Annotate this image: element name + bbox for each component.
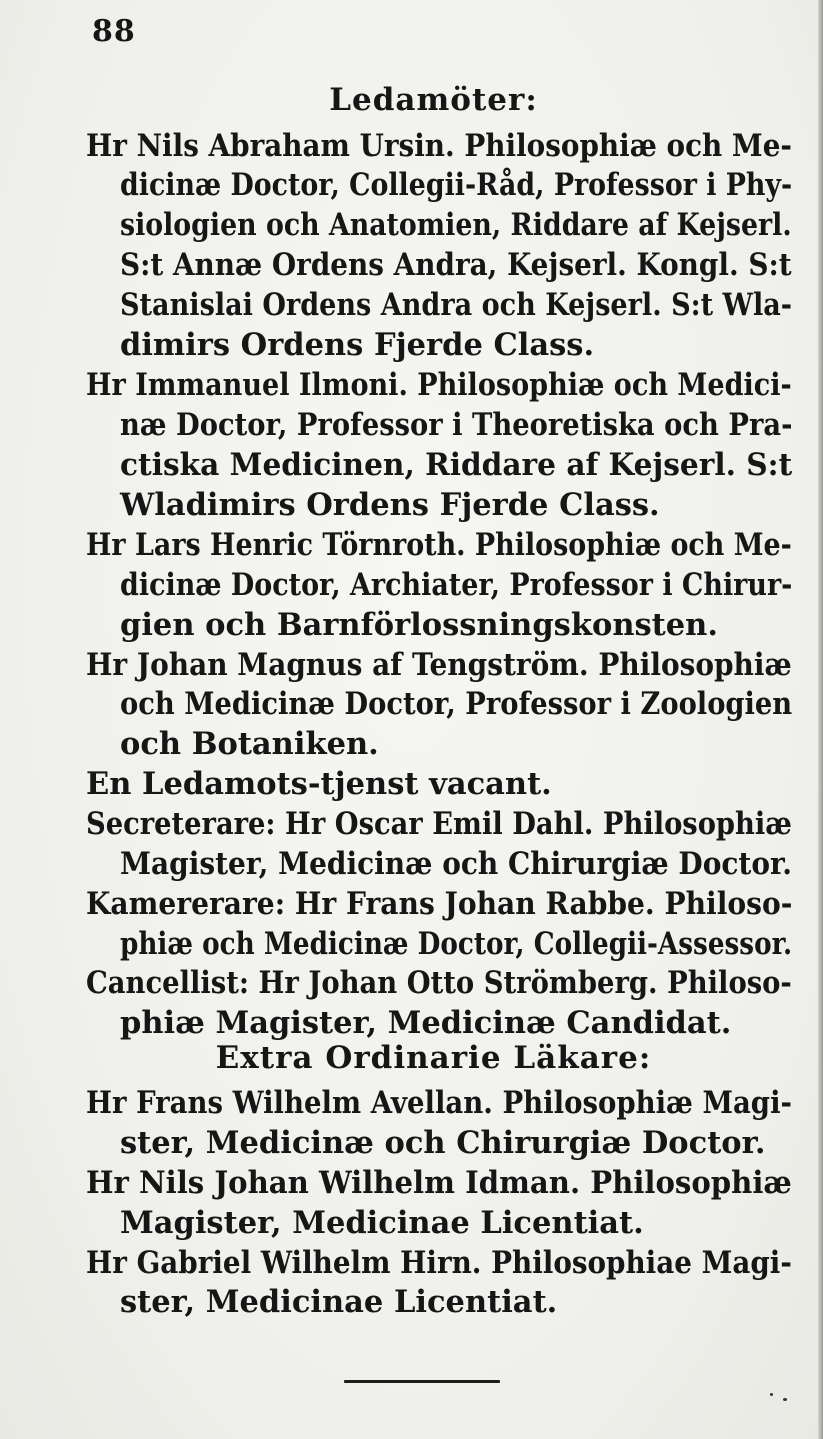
members-line: Cancellist: Hr Johan Otto Strömberg. Philoso- (86, 965, 792, 1001)
members-line: och Botaniken. (120, 726, 379, 762)
members-line: ctiska Medicinen, Riddare af Kejserl. S:t (120, 447, 793, 483)
members-line: och Medicinæ Doctor, Professor i Zoologien (120, 686, 793, 722)
members-line: Wladimirs Ordens Fjerde Class. (120, 487, 660, 523)
members-line: Secreterare: Hr Oscar Emil Dahl. Philosophiæ (86, 806, 792, 842)
ink-speck (770, 1393, 773, 1396)
extra-line: Hr Nils Johan Wilhelm Idman. Philosophiæ (86, 1165, 792, 1201)
heading-extra-physicians: Extra Ordinarie Läkare: (215, 1040, 652, 1076)
members-line: S:t Annæ Ordens Andra, Kejserl. Kongl. S:t (120, 247, 792, 283)
ink-speck (783, 1398, 787, 1401)
members-line: siologien och Anatomien, Riddare af Kejserl. (120, 207, 792, 243)
members-line: Hr Immanuel Ilmoni. Philosophiæ och Medici- (86, 367, 792, 403)
extra-line: ster, Medicinae Licentiat. (120, 1284, 558, 1320)
members-line: næ Doctor, Professor i Theoretiska och Pra- (120, 407, 793, 443)
members-line: Kamererare: Hr Frans Johan Rabbe. Philoso- (86, 886, 793, 922)
extra-line: Hr Gabriel Wilhelm Hirn. Philosophiae Magi- (86, 1245, 792, 1281)
members-line: phiæ Magister, Medicinæ Candidat. (120, 1005, 732, 1041)
members-line: dimirs Ordens Fjerde Class. (120, 327, 595, 363)
members-line: gien och Barnförlossningskonsten. (120, 607, 718, 643)
members-line: Hr Lars Henric Törnroth. Philosophiæ och Me- (86, 527, 792, 563)
members-line: En Ledamots-tjenst vacant. (86, 766, 552, 802)
members-line: Hr Johan Magnus af Tengström. Philosophiæ (86, 647, 792, 683)
closing-rule (344, 1380, 500, 1383)
members-line: Hr Nils Abraham Ursin. Philosophiæ och Me- (86, 128, 792, 164)
extra-line: ster, Medicinæ och Chirurgiæ Doctor. (120, 1125, 766, 1161)
extra-line: Hr Frans Wilhelm Avellan. Philosophiæ Magi- (86, 1085, 792, 1121)
members-line: dicinæ Doctor, Collegii-Råd, Professor i Phy- (120, 167, 793, 203)
heading-members: Ledamöter: (329, 82, 538, 118)
members-line: Stanislai Ordens Andra och Kejserl. S:t Wla- (120, 287, 793, 323)
page-number: 88 (92, 14, 136, 49)
members-line: Magister, Medicinæ och Chirurgiæ Doctor. (120, 846, 792, 882)
members-line: dicinæ Doctor, Archiater, Professor i Chirur- (120, 567, 793, 603)
members-line: phiæ och Medicinæ Doctor, Collegii-Assessor. (120, 926, 793, 962)
page-edge-shadow (818, 0, 823, 1439)
extra-line: Magister, Medicinae Licentiat. (120, 1205, 644, 1241)
